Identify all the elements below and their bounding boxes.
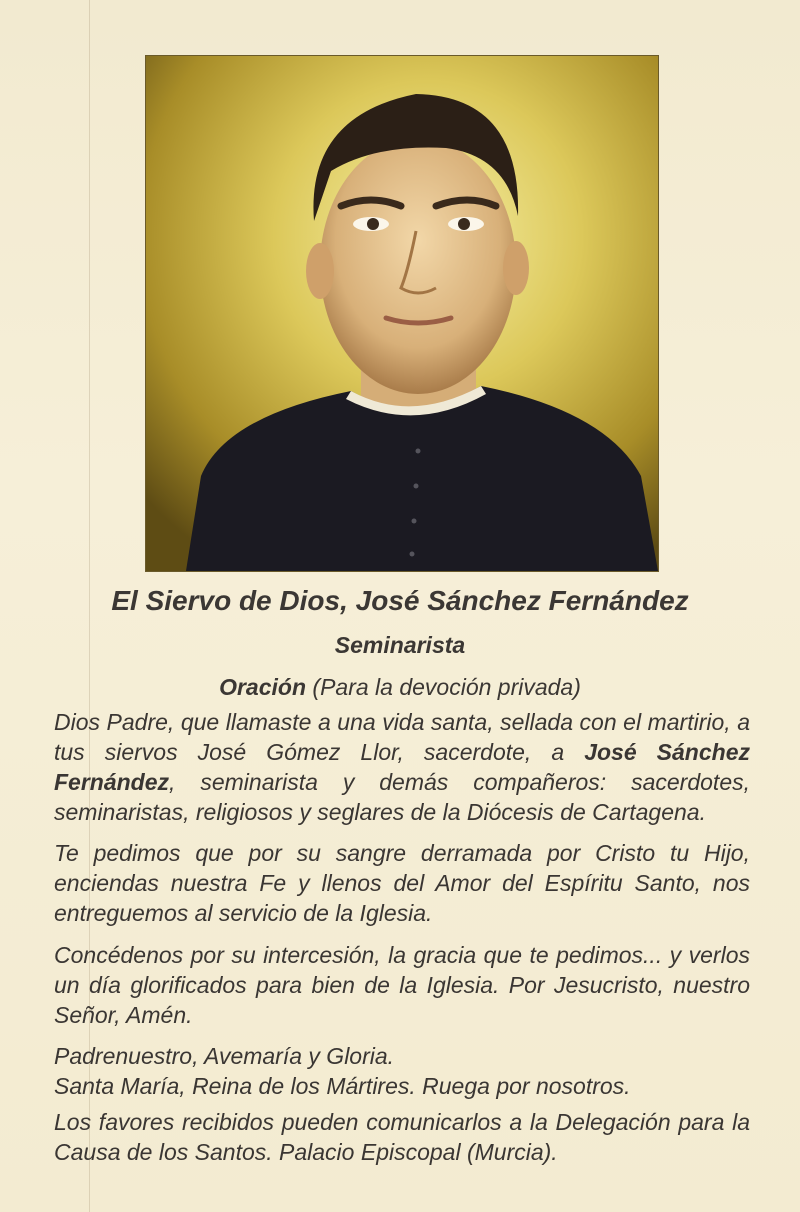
prayer-p1-end: , seminarista y demás compañeros: sacerdotes, seminaristas, religiosos y seglares de la Diócesis de Cartagena. — [54, 769, 750, 825]
prayer-note: (Para la devoción privada) — [312, 674, 581, 700]
prayer-p4-line-2: Santa María, Reina de los Mártires. Ruega por nosotros. — [54, 1073, 631, 1099]
prayer-paragraph-4 — [54, 1041, 750, 1101]
prayer-label: Oración — [219, 674, 307, 700]
prayer-p1-name: José Sánchez Fernández — [54, 739, 750, 795]
portrait-photo — [146, 56, 658, 571]
portrait-illustration — [146, 56, 658, 571]
prayer-p4-line-1: Padrenuestro, Avemaría y Gloria. — [54, 1043, 395, 1069]
prayer-paragraph-2: Te pedimos que por su sangre derramada por Cristo tu Hijo, enciendas nuestra Fe y llenos del Amor del Espíritu Santo, nos entreguemos al servicio de la Iglesia. — [54, 840, 750, 926]
delegation-note: Los favores recibidos pueden comunicarlos a la Delegación para la Causa de los Santos. Palacio Episcopal (Murcia). — [54, 1109, 750, 1165]
role-subtitle: Seminarista — [334, 632, 466, 658]
prayer-p1-start: Dios Padre, que llamaste a una vida santa, sellada con el martirio, a tus siervos José Gómez Llor, sacerdote, a — [54, 709, 750, 765]
prayer-heading — [0, 674, 800, 701]
servant-name-heading: El Siervo de Dios, José Sánchez Fernández — [111, 585, 689, 616]
prayer-paragraph-1 — [54, 707, 750, 827]
prayer-paragraph-3: Concédenos por su intercesión, la gracia que te pedimos... y verlos un día glorificados para bien de la Iglesia. Por Jesucristo, nuestro Señor, Amén. — [54, 942, 750, 1028]
